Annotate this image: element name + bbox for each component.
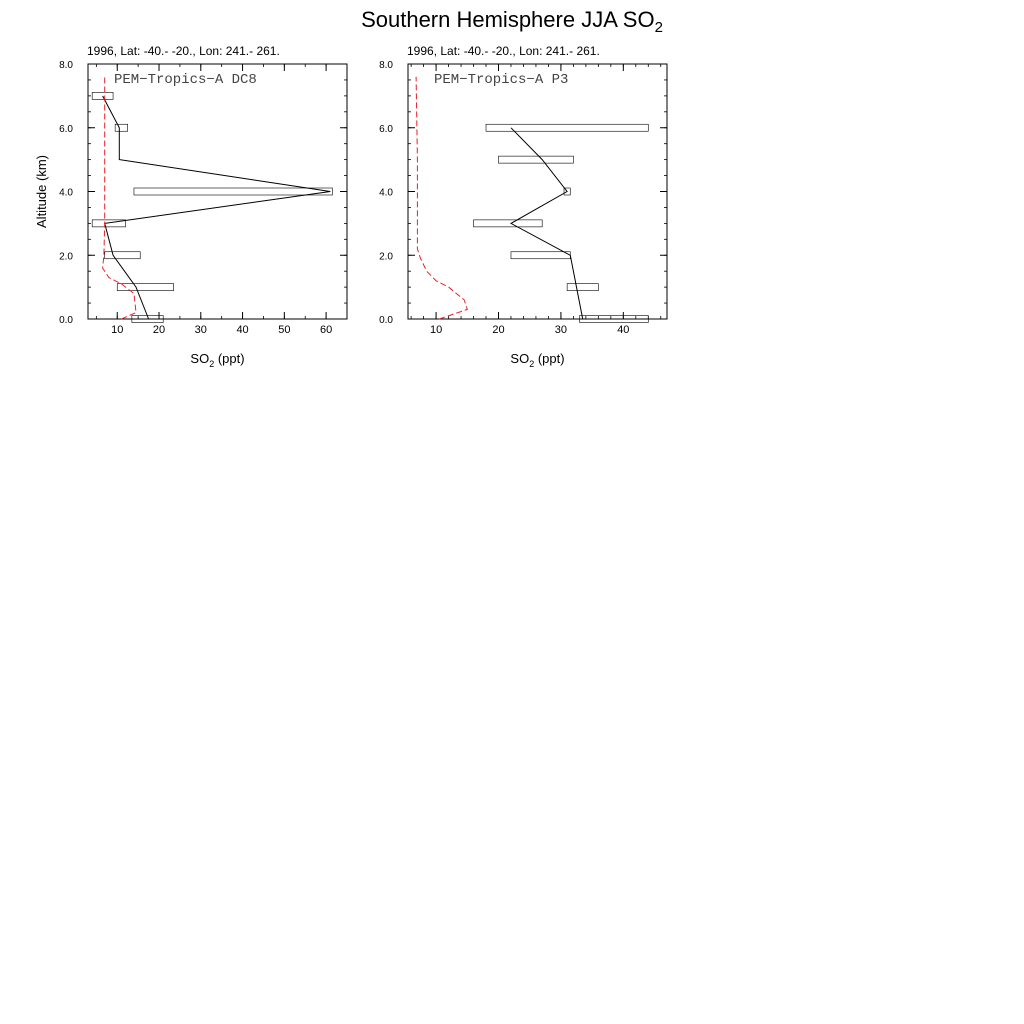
x-tick-label: 20 — [152, 324, 166, 336]
figure-title-main: Southern Hemisphere JJA SO — [361, 7, 655, 32]
range-box — [486, 124, 648, 131]
x-axis-label-unit: (ppt) — [214, 351, 245, 366]
x-axis-label-main: SO — [510, 351, 530, 366]
x-axis-label-unit: (ppt) — [534, 351, 565, 366]
x-axis-label-main: SO — [190, 351, 210, 366]
y-axis-label: Altitude (km) — [34, 155, 49, 228]
observed-profile-line — [511, 128, 583, 319]
x-tick-label: 40 — [236, 324, 249, 336]
panel-subtitle: 1996, Lat: -40.- -20., Lon: 241.- 261. — [407, 44, 600, 58]
x-tick-label: 20 — [492, 324, 505, 336]
panel-annotation: PEM−Tropics−A P3 — [434, 72, 569, 88]
y-tick-label: 2.0 — [59, 251, 73, 263]
model-profile-line — [416, 77, 467, 319]
y-tick-label: 6.0 — [59, 123, 73, 135]
figure-title-sub: 2 — [654, 19, 663, 36]
x-axis-label-sub: 2 — [209, 359, 215, 369]
chart-panel-2 — [379, 44, 667, 369]
range-box — [511, 252, 570, 259]
range-box — [498, 156, 573, 163]
y-tick-label: 8.0 — [59, 60, 73, 71]
x-tick-label: 10 — [429, 324, 443, 336]
range-box — [567, 284, 598, 291]
y-tick-label: 2.0 — [379, 251, 393, 263]
x-tick-label: 40 — [617, 324, 630, 336]
y-tick-label: 4.0 — [59, 187, 73, 199]
range-box — [474, 220, 543, 227]
x-tick-label: 30 — [554, 324, 568, 336]
y-tick-label: 8.0 — [379, 60, 393, 71]
range-box — [105, 252, 141, 259]
x-tick-label: 10 — [111, 324, 124, 336]
x-axis-label — [510, 351, 564, 369]
y-tick-label: 6.0 — [379, 123, 393, 135]
x-axis-label — [190, 351, 244, 369]
figure-title — [361, 7, 663, 36]
y-tick-label: 4.0 — [379, 187, 393, 199]
plot-frame — [408, 64, 667, 319]
plot-frame — [88, 64, 347, 319]
range-box — [92, 92, 113, 99]
range-box — [134, 188, 332, 195]
chart-panel-1 — [34, 44, 347, 369]
panel-annotation: PEM−Tropics−A DC8 — [114, 72, 257, 88]
x-tick-label: 30 — [194, 324, 207, 336]
panel-subtitle: 1996, Lat: -40.- -20., Lon: 241.- 261. — [87, 44, 280, 58]
y-tick-label: 0.0 — [59, 315, 73, 326]
model-profile-line — [103, 77, 136, 319]
observed-profile-line — [103, 96, 331, 319]
y-tick-label: 0.0 — [379, 315, 393, 326]
x-tick-label: 60 — [319, 324, 333, 336]
x-axis-label-sub: 2 — [529, 359, 535, 369]
range-box — [115, 124, 128, 131]
x-tick-label: 50 — [278, 324, 291, 336]
